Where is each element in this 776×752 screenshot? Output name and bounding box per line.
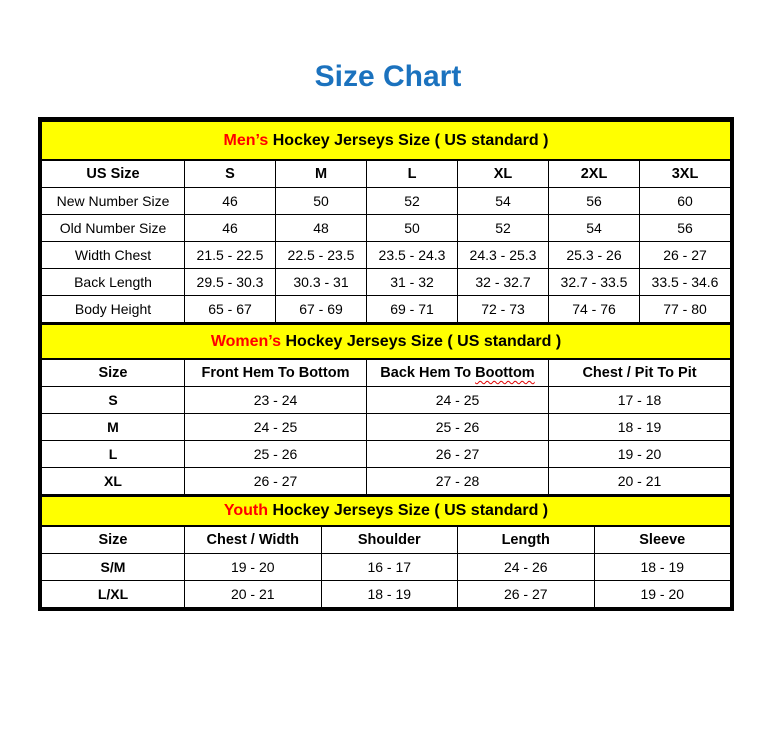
table-row [42,554,731,581]
column-header: 2XL [549,160,640,188]
table-cell: 72 - 73 [458,296,549,323]
size-chart [38,117,734,611]
table-cell: 46 [185,188,276,215]
column-header: 3XL [640,160,731,188]
row-label: Body Height [42,296,185,323]
youth-banner-text: Hockey Jerseys Size ( US standard ) [272,502,549,519]
row-label: L [42,441,185,468]
table-cell: 54 [458,188,549,215]
column-header: M [276,160,367,188]
row-label: Old Number Size [42,215,185,242]
table-row [42,581,731,608]
table-row [42,441,731,468]
table-cell: 16 - 17 [321,554,458,581]
mens-banner-highlight: Men’s [223,131,269,149]
table-cell: 24 - 25 [185,414,367,441]
table-cell: 25.3 - 26 [549,242,640,269]
table-cell: 32.7 - 33.5 [549,269,640,296]
womens-banner [42,324,731,359]
page [0,60,776,611]
column-header: Chest / Pit To Pit [549,359,731,387]
column-header: Shoulder [321,526,458,554]
table-cell: 77 - 80 [640,296,731,323]
table-cell: 21.5 - 22.5 [185,242,276,269]
table-row [42,188,731,215]
mens-banner [42,121,731,160]
youth-header-row [42,526,731,554]
row-label: Width Chest [42,242,185,269]
youth-size-table [41,495,731,608]
table-cell: 33.5 - 34.6 [640,269,731,296]
column-header: US Size [42,160,185,188]
table-cell: 19 - 20 [549,441,731,468]
column-header: Size [42,359,185,387]
table-cell: 27 - 28 [367,468,549,495]
misspelled-word: Boottom [475,365,535,381]
table-cell: 56 [549,188,640,215]
row-label: M [42,414,185,441]
table-row [42,269,731,296]
column-header [367,359,549,387]
row-label: Back Length [42,269,185,296]
column-header: XL [458,160,549,188]
table-cell: 52 [367,188,458,215]
table-cell: 31 - 32 [367,269,458,296]
womens-banner-row [42,324,731,359]
youth-banner [42,496,731,526]
table-cell: 52 [458,215,549,242]
column-header: Size [42,526,185,554]
table-cell: 29.5 - 30.3 [185,269,276,296]
row-label: S/M [42,554,185,581]
table-cell: 24 - 25 [367,387,549,414]
column-header: Sleeve [594,526,731,554]
table-cell: 65 - 67 [185,296,276,323]
table-row [42,242,731,269]
table-cell: 54 [549,215,640,242]
womens-size-table [41,323,731,495]
row-label: New Number Size [42,188,185,215]
table-cell: 17 - 18 [549,387,731,414]
table-cell: 60 [640,188,731,215]
column-header-text: Back Hem To [380,365,472,381]
table-cell: 26 - 27 [185,468,367,495]
table-cell: 46 [185,215,276,242]
mens-header-row [42,160,731,188]
table-cell: 18 - 19 [549,414,731,441]
table-cell: 25 - 26 [185,441,367,468]
row-label: XL [42,468,185,495]
table-cell: 18 - 19 [321,581,458,608]
table-cell: 19 - 20 [185,554,322,581]
table-cell: 25 - 26 [367,414,549,441]
womens-banner-text: Hockey Jerseys Size ( US standard ) [285,332,562,350]
column-header: Length [458,526,595,554]
table-row [42,215,731,242]
table-cell: 18 - 19 [594,554,731,581]
page-title: Size Chart [314,60,462,93]
table-cell: 48 [276,215,367,242]
table-row [42,387,731,414]
youth-banner-row [42,496,731,526]
table-cell: 22.5 - 23.5 [276,242,367,269]
table-cell: 26 - 27 [367,441,549,468]
table-cell: 67 - 69 [276,296,367,323]
table-cell: 50 [276,188,367,215]
table-cell: 20 - 21 [185,581,322,608]
womens-banner-highlight: Women’s [210,332,282,350]
table-cell: 20 - 21 [549,468,731,495]
column-header: S [185,160,276,188]
table-row [42,296,731,323]
table-cell: 26 - 27 [458,581,595,608]
table-cell: 50 [367,215,458,242]
table-cell: 26 - 27 [640,242,731,269]
table-cell: 74 - 76 [549,296,640,323]
table-cell: 56 [640,215,731,242]
mens-size-table [41,120,731,323]
column-header: Front Hem To Bottom [185,359,367,387]
table-cell: 23 - 24 [185,387,367,414]
mens-banner-row [42,121,731,160]
row-label: L/XL [42,581,185,608]
table-cell: 19 - 20 [594,581,731,608]
table-cell: 32 - 32.7 [458,269,549,296]
mens-banner-text: Hockey Jerseys Size ( US standard ) [272,131,549,149]
row-label: S [42,387,185,414]
table-cell: 24 - 26 [458,554,595,581]
table-cell: 24.3 - 25.3 [458,242,549,269]
womens-header-row [42,359,731,387]
table-row [42,468,731,495]
youth-banner-highlight: Youth [223,502,268,519]
table-row [42,414,731,441]
table-cell: 69 - 71 [367,296,458,323]
table-cell: 30.3 - 31 [276,269,367,296]
column-header: Chest / Width [185,526,322,554]
column-header: L [367,160,458,188]
table-cell: 23.5 - 24.3 [367,242,458,269]
